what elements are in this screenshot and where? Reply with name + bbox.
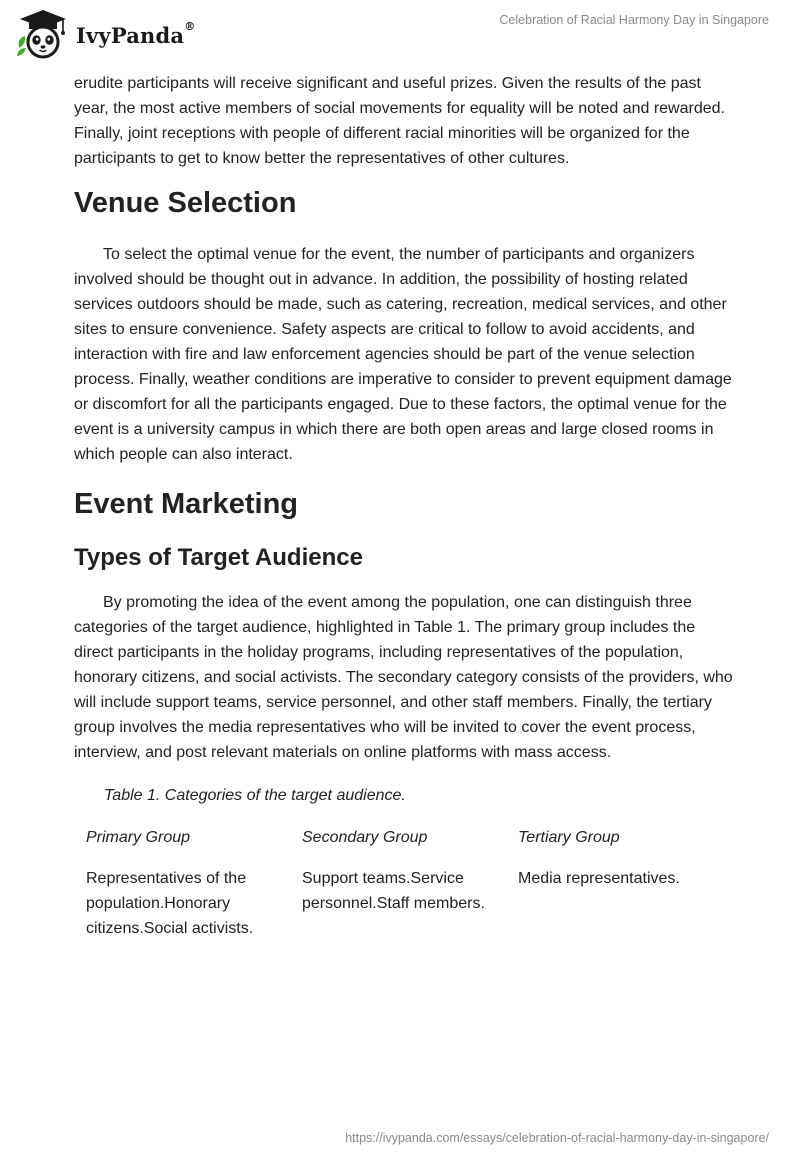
essay-content	[74, 71, 734, 941]
venue-paragraph: To select the optimal venue for the event, the number of participants and organizers involved should be thought out in advance. In addition, the possibility of hosting related services outdoors should be made, such as catering, recreation, medical services, and other sites to ensure convenience. Safety aspects are critical to follow to avoid accidents, and interaction with fire and law enforcement agencies should be part of the venue selection process. Finally, weather conditions are imperative to consider to prevent equipment damage or discomfort for all the participants engaged. Due to these factors, the optimal venue for the event is a university campus in which there are both open areas and large closed rooms in which people can also interact.	[74, 246, 732, 463]
event-marketing-heading: Event Marketing	[74, 488, 298, 520]
table-caption: Table 1. Categories of the target audience.	[104, 787, 406, 804]
document-title: Celebration of Racial Harmony Day in Singapore	[499, 13, 769, 27]
brand-name: IvyPanda®	[76, 19, 196, 48]
intro-paragraph: erudite participants will receive significant and useful prizes. Given the results of the past year, the most active members of social movements for equality will be noted and rewarded. Finally, joint receptions with people of different racial minorities will be organized for the participants to get to know better the representatives of other cultures.	[74, 75, 725, 167]
brand-logo[interactable]	[14, 8, 195, 60]
table-header-primary: Primary Group	[86, 829, 191, 846]
table-cell-primary: Representatives of the population.Honorary citizens.Social activists.	[86, 870, 254, 937]
table-cell-secondary: Support teams.Service personnel.Staff members.	[302, 870, 485, 912]
registered-mark: ®	[184, 19, 196, 33]
table-header-secondary: Secondary Group	[302, 829, 428, 846]
page-header	[0, 0, 800, 70]
panda-logo-icon	[14, 8, 72, 60]
source-url-link[interactable]: https://ivypanda.com/essays/celebration-of-racial-harmony-day-in-singapore/	[345, 1131, 769, 1145]
venue-selection-heading: Venue Selection	[74, 187, 297, 219]
table-header-tertiary: Tertiary Group	[518, 829, 620, 846]
target-audience-heading: Types of Target Audience	[74, 544, 363, 571]
table-cell-tertiary: Media representatives.	[518, 870, 680, 887]
audience-paragraph: By promoting the idea of the event among the population, one can distinguish three categories of the target audience, highlighted in Table 1. The primary group includes the direct participants in the holiday programs, including representatives of the population, honorary citizens, and social activists. The secondary category consists of the providers, who will include support teams, service personnel, and other staff members. Finally, the tertiary group involves the media representatives who will be invited to cover the event process, interview, and post relevant materials on online platforms with mass access.	[74, 594, 733, 761]
audience-table	[86, 825, 734, 941]
